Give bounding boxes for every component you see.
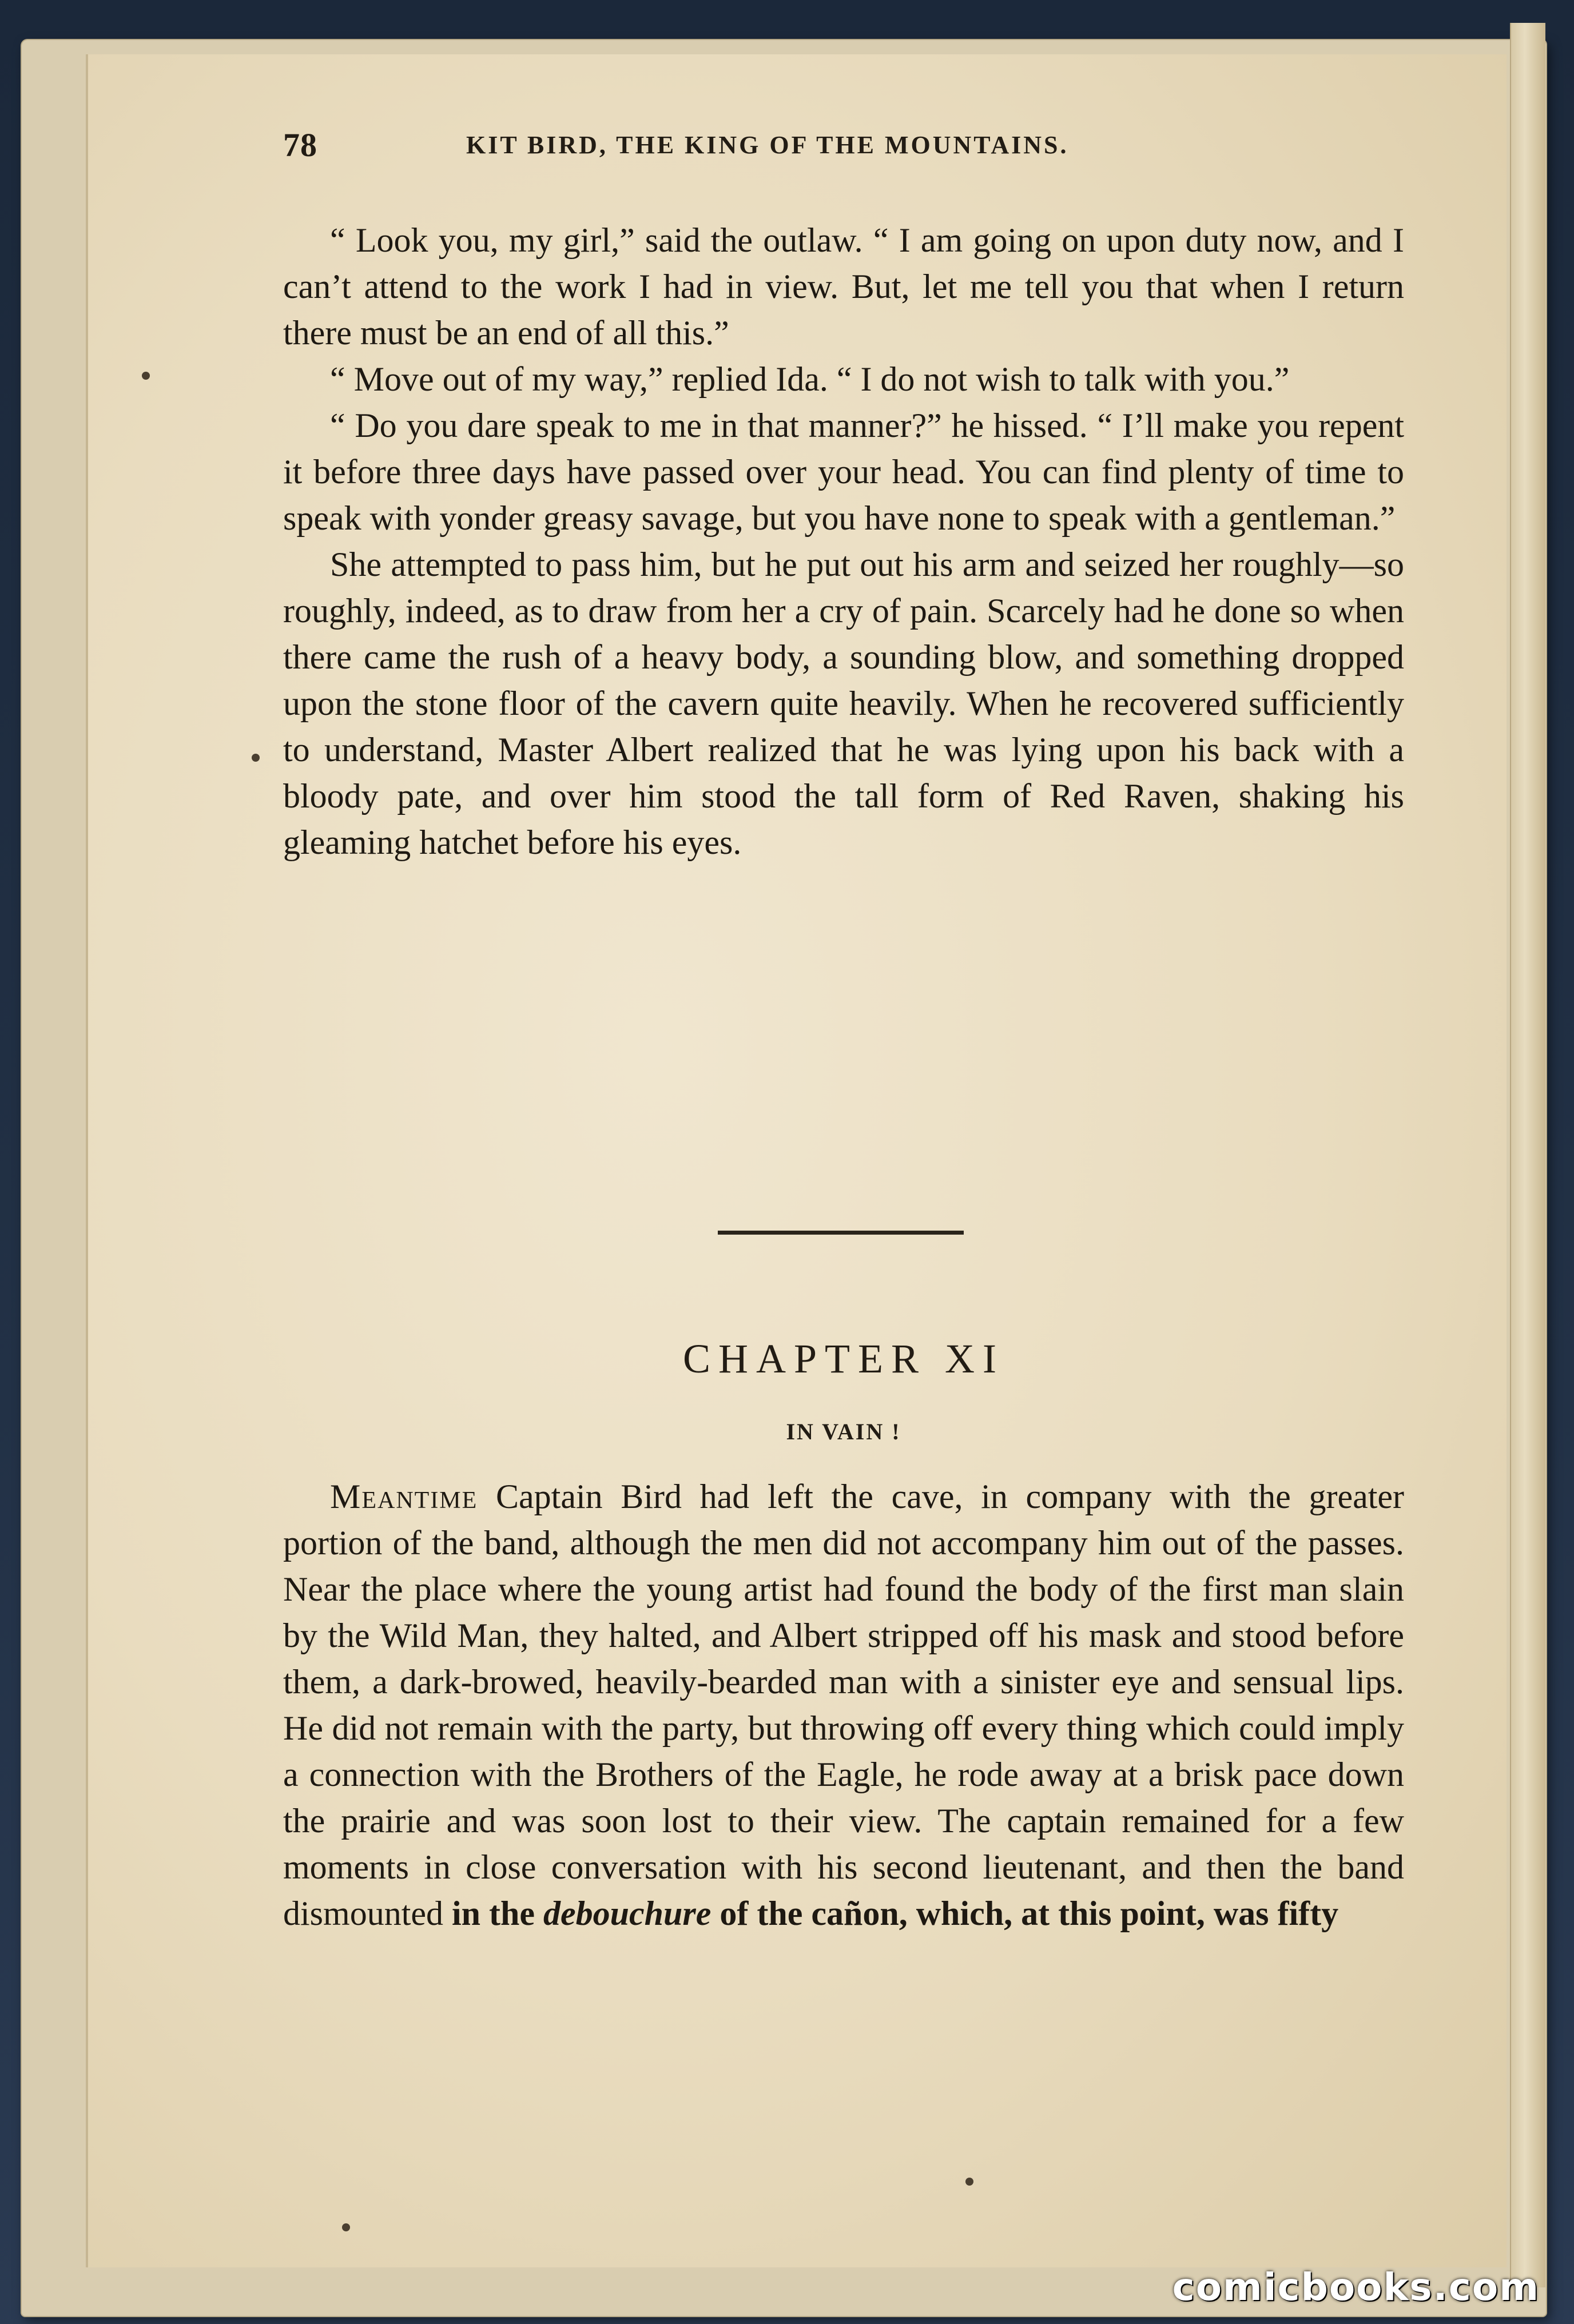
page-edge (1510, 23, 1545, 2287)
paper-speck (142, 372, 150, 380)
running-title: KIT BIRD, THE KING OF THE MOUNTAINS. (466, 131, 1069, 159)
page-number: 78 (283, 126, 317, 164)
italic-word: debouchure (543, 1895, 712, 1932)
paper-speck (342, 2223, 350, 2231)
section-divider-rule (718, 1231, 964, 1235)
bold-last-line (452, 1895, 1338, 1932)
last-line-end: of the cañon, which, at this point, was fifty (711, 1895, 1339, 1932)
text-section-before-chapter (283, 217, 1404, 866)
paper-speck (965, 2178, 973, 2186)
paragraph: “ Do you dare speak to me in that manner?” he hissed. “ I’ll make you repent it before three days have passed over your head. You can find plenty of time to speak with yonder greasy savage, but you have none to speak with a gentleman.” (283, 407, 1404, 537)
paragraph: “ Move out of my way,” replied Ida. “ I do not wish to talk with you.” (330, 360, 1290, 398)
text-section-chapter-xi (283, 1474, 1404, 1937)
paper-speck (252, 754, 260, 762)
paragraph: “ Look you, my girl,” said the outlaw. “ I am going on upon duty now, and I can’t attend to the work I had in view. But, let me tell you that when I return there must be an end of all this.” (283, 221, 1404, 352)
last-line-start: in the (452, 1895, 544, 1932)
chapter-heading: CHAPTER XI (682, 1336, 1004, 1382)
lead-word: Meantime (330, 1478, 478, 1515)
chapter-subheading: IN VAIN ! (786, 1419, 901, 1444)
paragraph (283, 1474, 1404, 1937)
watermark: comicbooks.com (1172, 2265, 1540, 2309)
running-header (283, 126, 1404, 172)
paragraph-body: Captain Bird had left the cave, in company with the greater portion of the band, although the men did not accompany him out of the passes. Near the place where the young artist had found the body of the first man slain by the Wild Man, they halted, and Albert stripped off his mask and stood before them, a dark-browed, heavily-bearded man with a sinister eye and sensual lips. He did not remain with the party, but throwing off every thing which could imply a connection with the Brothers of the Eagle, he rode away at a brisk pace down the prairie and was soon lost to their view. The captain remained for a few moments in close conversation with his second lieutenant, and then the band dismounted (283, 1478, 1404, 1932)
paragraph: She attempted to pass him, but he put out his arm and seized her roughly—so roughly, indeed, as to draw from her a cry of pain. Scarcely had he done so when there came the rush of a heavy body, a sounding blow, and something dropped upon the stone floor of the cavern quite heavily. When he recovered sufficiently to understand, Master Albert realized that he was lying upon his back with a bloody pate, and over him stood the tall form of Red Raven, shaking his gleaming hatchet before his eyes. (283, 546, 1404, 861)
